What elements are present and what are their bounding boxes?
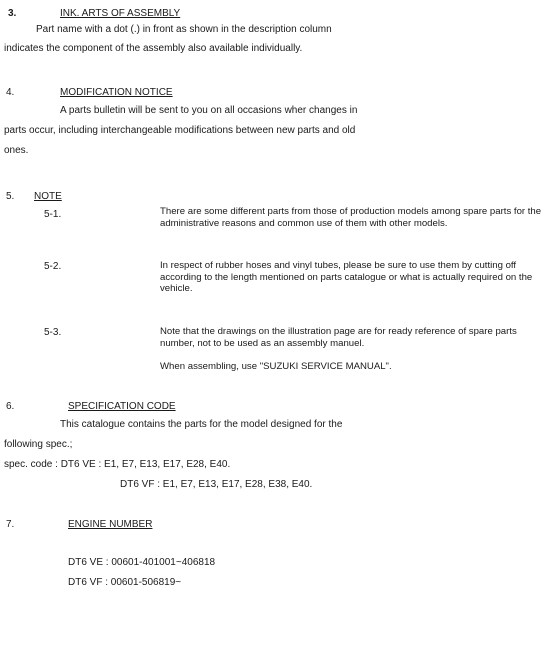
note-label: 5-2. bbox=[44, 261, 62, 272]
section-body-line: following spec.; bbox=[4, 439, 73, 450]
note-text: There are some different parts from those of production models among spare parts for the administrative reasons and common use of them with other models. bbox=[160, 206, 542, 229]
section-number: 7. bbox=[6, 519, 15, 530]
section-body-line: A parts bulletin will be sent to you on all occasions wher changes in bbox=[60, 105, 358, 116]
engine-number-line: DT6 VF : 00601-506819~ bbox=[68, 577, 182, 588]
note-label: 5-3. bbox=[44, 327, 62, 338]
engine-number-line: DT6 VE : 00601-401001~406818 bbox=[68, 557, 216, 568]
section-number: 6. bbox=[6, 401, 15, 412]
section-body-line: This catalogue contains the parts for the model designed for the bbox=[60, 419, 343, 430]
spec-code-line: DT6 VF : E1, E7, E13, E17, E28, E38, E40. bbox=[120, 479, 313, 490]
section-number: 4. bbox=[6, 87, 15, 98]
spec-code-line: spec. code : DT6 VE : E1, E7, E13, E17, E28, E40. bbox=[4, 459, 231, 470]
note-text: In respect of rubber hoses and vinyl tubes, please be sure to use them by cutting off according to the length mentioned on parts catalogue or what is actually required on the vehicle. bbox=[160, 260, 533, 294]
section-title: MODIFICATION NOTICE bbox=[60, 87, 173, 98]
note-text: Note that the drawings on the illustration page are for ready reference of spare parts number, not to be used as an assembly manuel. bbox=[160, 326, 517, 349]
section-number: 3. bbox=[8, 8, 17, 19]
section-number: 5. bbox=[6, 191, 15, 202]
note-text: When assembling, use "SUZUKI SERVICE MANUAL". bbox=[160, 361, 392, 372]
section-body-line: ones. bbox=[4, 145, 29, 156]
section-title: INK. ARTS OF ASSEMBLY bbox=[60, 8, 181, 19]
section-title: SPECIFICATION CODE bbox=[68, 401, 176, 412]
section-body-line: Part name with a dot (.) in front as shown in the description column bbox=[36, 24, 332, 35]
section-body-line: indicates the component of the assembly also available individually. bbox=[4, 43, 303, 54]
note-label: 5-1. bbox=[44, 209, 62, 220]
section-title: NOTE bbox=[34, 191, 62, 202]
section-body-line: parts occur, including interchangeable modifications between new parts and old bbox=[4, 125, 356, 136]
section-title: ENGINE NUMBER bbox=[68, 519, 153, 530]
